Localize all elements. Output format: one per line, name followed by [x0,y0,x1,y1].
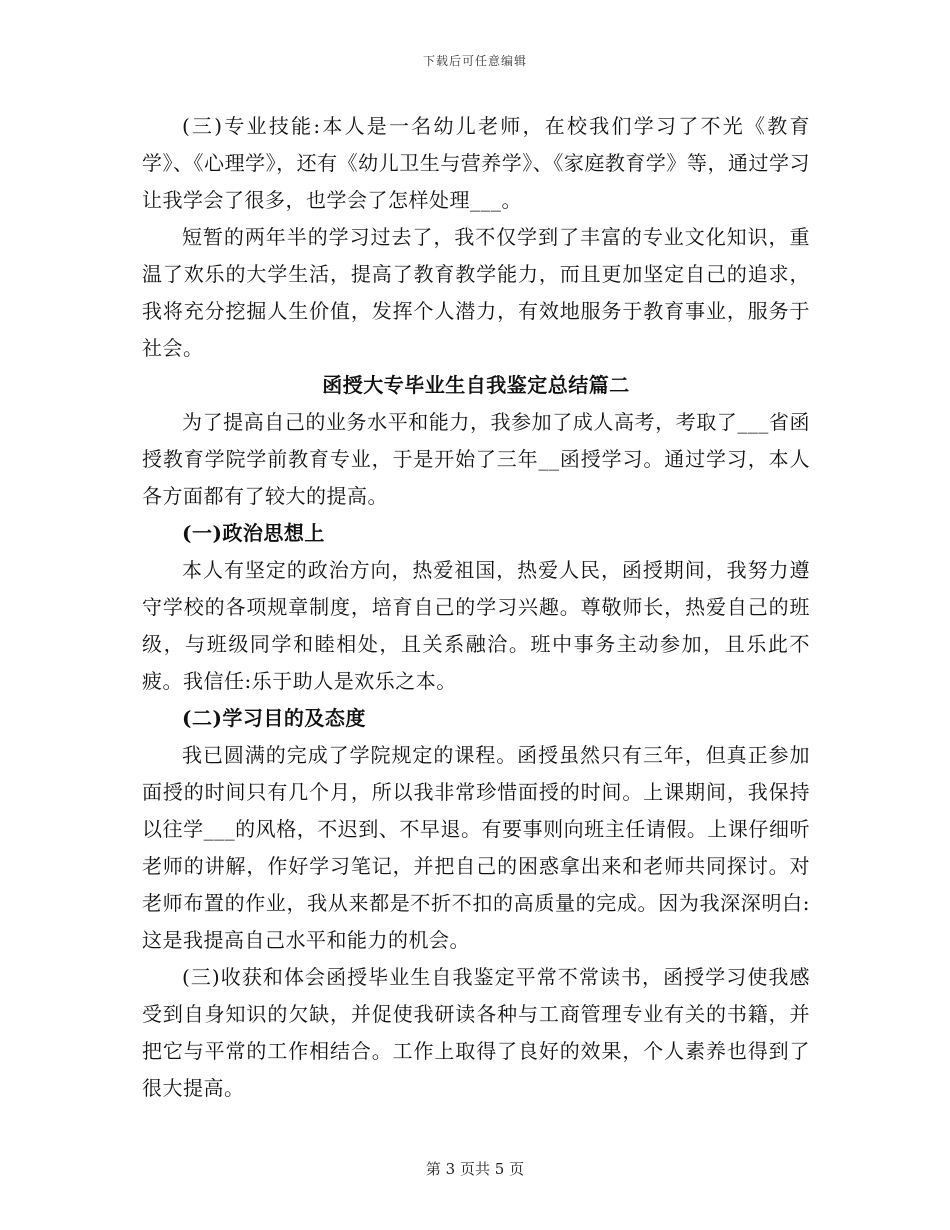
section-title-part-two: 函授大专毕业生自我鉴定总结篇二 [322,373,630,397]
document-body [142,108,810,1107]
subheading-study-attitude: (二)学习目的及态度 [182,706,366,730]
subheading-political-thought: (一)政治思想上 [182,521,325,545]
paragraph-political-thought: 本人有坚定的政治方向，热爱祖国，热爱人民，函授期间，我努力遵守学校的各项规章制度，培育自己的学习兴趣。尊敬师长，热爱自己的班级，与班级同学和睦相处，且关系融洽。班中事务主动参加，且乐此不疲。我信任:乐于助人是欢乐之本。 [142,558,810,693]
page-header: 下载后可任意编辑 [422,54,527,68]
page-footer: 第 3 页共 5 页 [425,1160,525,1178]
paragraph-intro: 为了提高自己的业务水平和能力，我参加了成人高考，考取了___省函授教育学院学前教育专业，于是开始了三年__函授学习。通过学习，本人各方面都有了较大的提高。 [142,410,810,508]
paragraph-gains: (三)收获和体会函授毕业生自我鉴定平常不常读书，函授学习使我感受到自身知识的欠缺，并促使我研读各种与工商管理专业有关的书籍，并把它与平常的工作相结合。工作上取得了良好的效果，个人素养也得到了很大提高。 [142,965,810,1100]
paragraph-study-attitude: 我已圆满的完成了学院规定的课程。函授虽然只有三年，但真正参加面授的时间只有几个月，所以我非常珍惜面授的时间。上课期间，我保持以往学___的风格，不迟到、不早退。有要事则向班主任请假。上课仔细听老师的讲解，作好学习笔记，并把自己的困惑拿出来和老师共同探讨。对老师布置的作业，我从来都是不折不扣的高质量的完成。因为我深深明白:这是我提高自己水平和能力的机会。 [142,743,810,952]
paragraph-professional-skills: (三)专业技能:本人是一名幼儿老师，在校我们学习了不光《教育学》、《心理学》，还有《幼儿卫生与营养学》、《家庭教育学》等，通过学习让我学会了很多，也学会了怎样处理___。 [142,114,810,212]
paragraph-study-summary: 短暂的两年半的学习过去了，我不仅学到了丰富的专业文化知识，重温了欢乐的大学生活，提高了教育教学能力，而且更加坚定自己的追求，我将充分挖掘人生价值，发挥个人潜力，有效地服务于教育事业，服务于社会。 [142,225,810,360]
